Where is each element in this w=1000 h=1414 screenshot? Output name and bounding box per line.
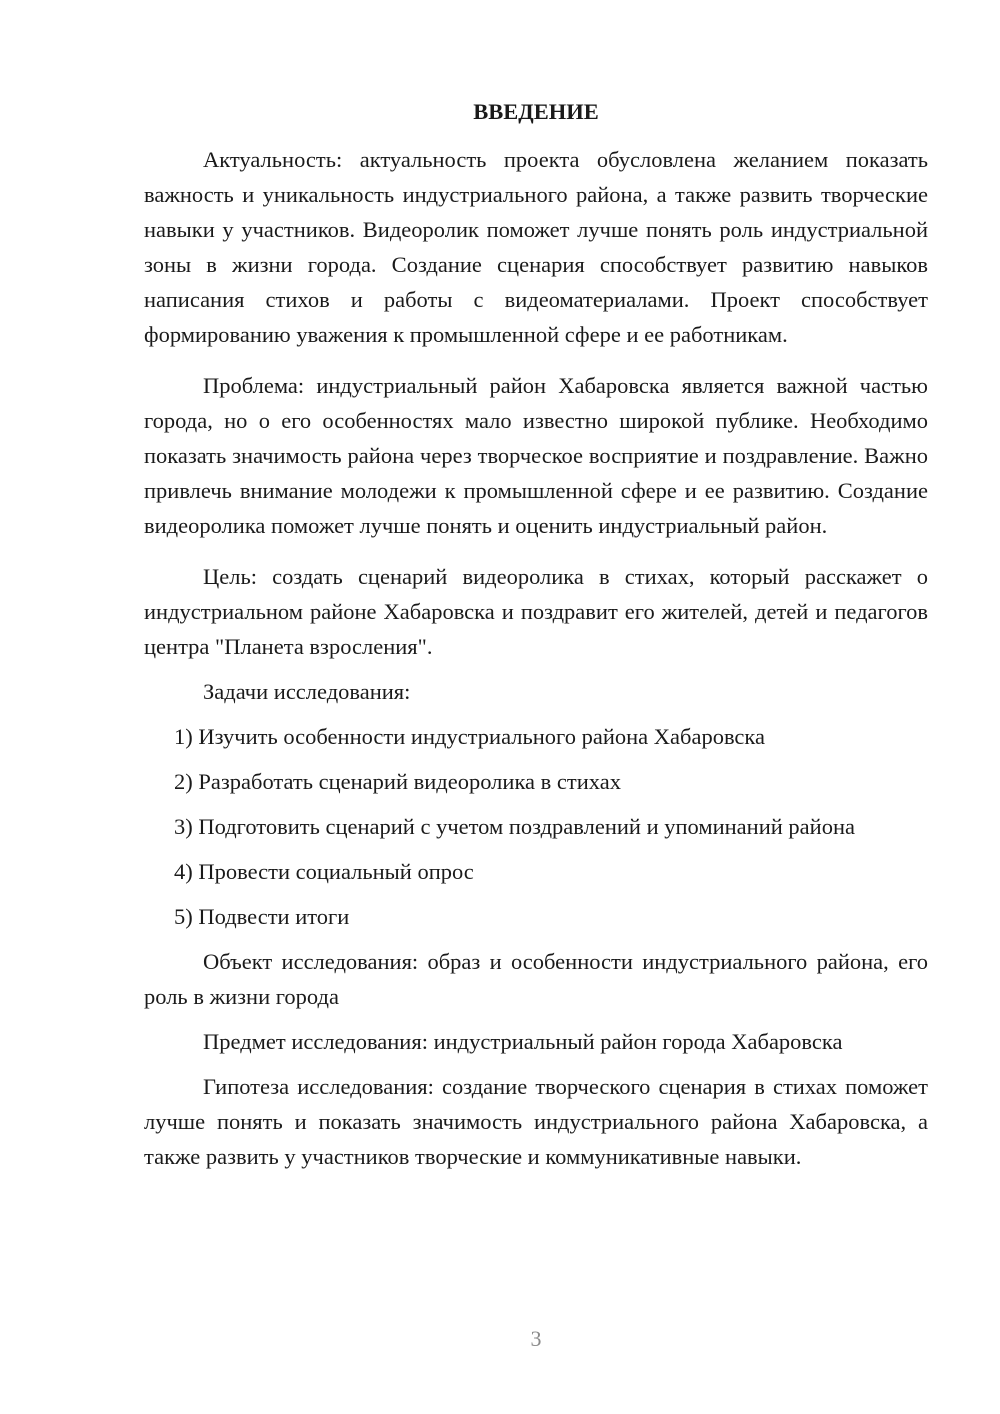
section-title: ВВЕДЕНИЕ (473, 99, 599, 124)
task-item: 4) Провести социальный опрос (174, 859, 474, 884)
paragraph-problem: Проблема: индустриальный район Хабаровска является важной частью города, но о его особенностях мало известно широкой публике. Необходимо показать значимость района через творческое восприятие и поздравление. Важно привлечь внимание молодежи к промышленной сфере и ее развитию. Создание видеоролика поможет лучше понять и оценить индустриальный район. (144, 373, 928, 538)
paragraph-object: Объект исследования: образ и особенности индустриального района, его роль в жизни города (144, 949, 928, 1009)
document-page (144, 94, 928, 1184)
task-item: 1) Изучить особенности индустриального района Хабаровска (174, 724, 765, 749)
paragraph-goal: Цель: создать сценарий видеоролика в стихах, который расскажет о индустриальном районе Хабаровска и поздравит его жителей, детей и педагогов центра "Планета взросления". (144, 564, 928, 659)
paragraph-hypothesis: Гипотеза исследования: создание творческого сценария в стихах поможет лучше понять и показать значимость индустриального района Хабаровска, а также развить у участников творческие и коммуникативные навыки. (144, 1074, 928, 1169)
task-item: 5) Подвести итоги (174, 904, 350, 929)
task-list (144, 719, 928, 934)
page-number: 3 (530, 1326, 542, 1351)
task-item: 2) Разработать сценарий видеоролика в стихах (174, 769, 621, 794)
tasks-heading: Задачи исследования: (203, 679, 411, 704)
paragraph-relevance: Актуальность: актуальность проекта обусловлена желанием показать важность и уникальность индустриального района, а также развить творческие навыки у участников. Видеоролик поможет лучше понять роль индустриальной зоны в жизни города. Создание сценария способствует развитию навыков написания стихов и работы с видеоматериалами. Проект способствует формированию уважения к промышленной сфере и ее работникам. (144, 147, 928, 347)
task-item: 3) Подготовить сценарий с учетом поздравлений и упоминаний района (174, 814, 855, 839)
paragraph-subject: Предмет исследования: индустриальный район города Хабаровска (203, 1029, 843, 1054)
